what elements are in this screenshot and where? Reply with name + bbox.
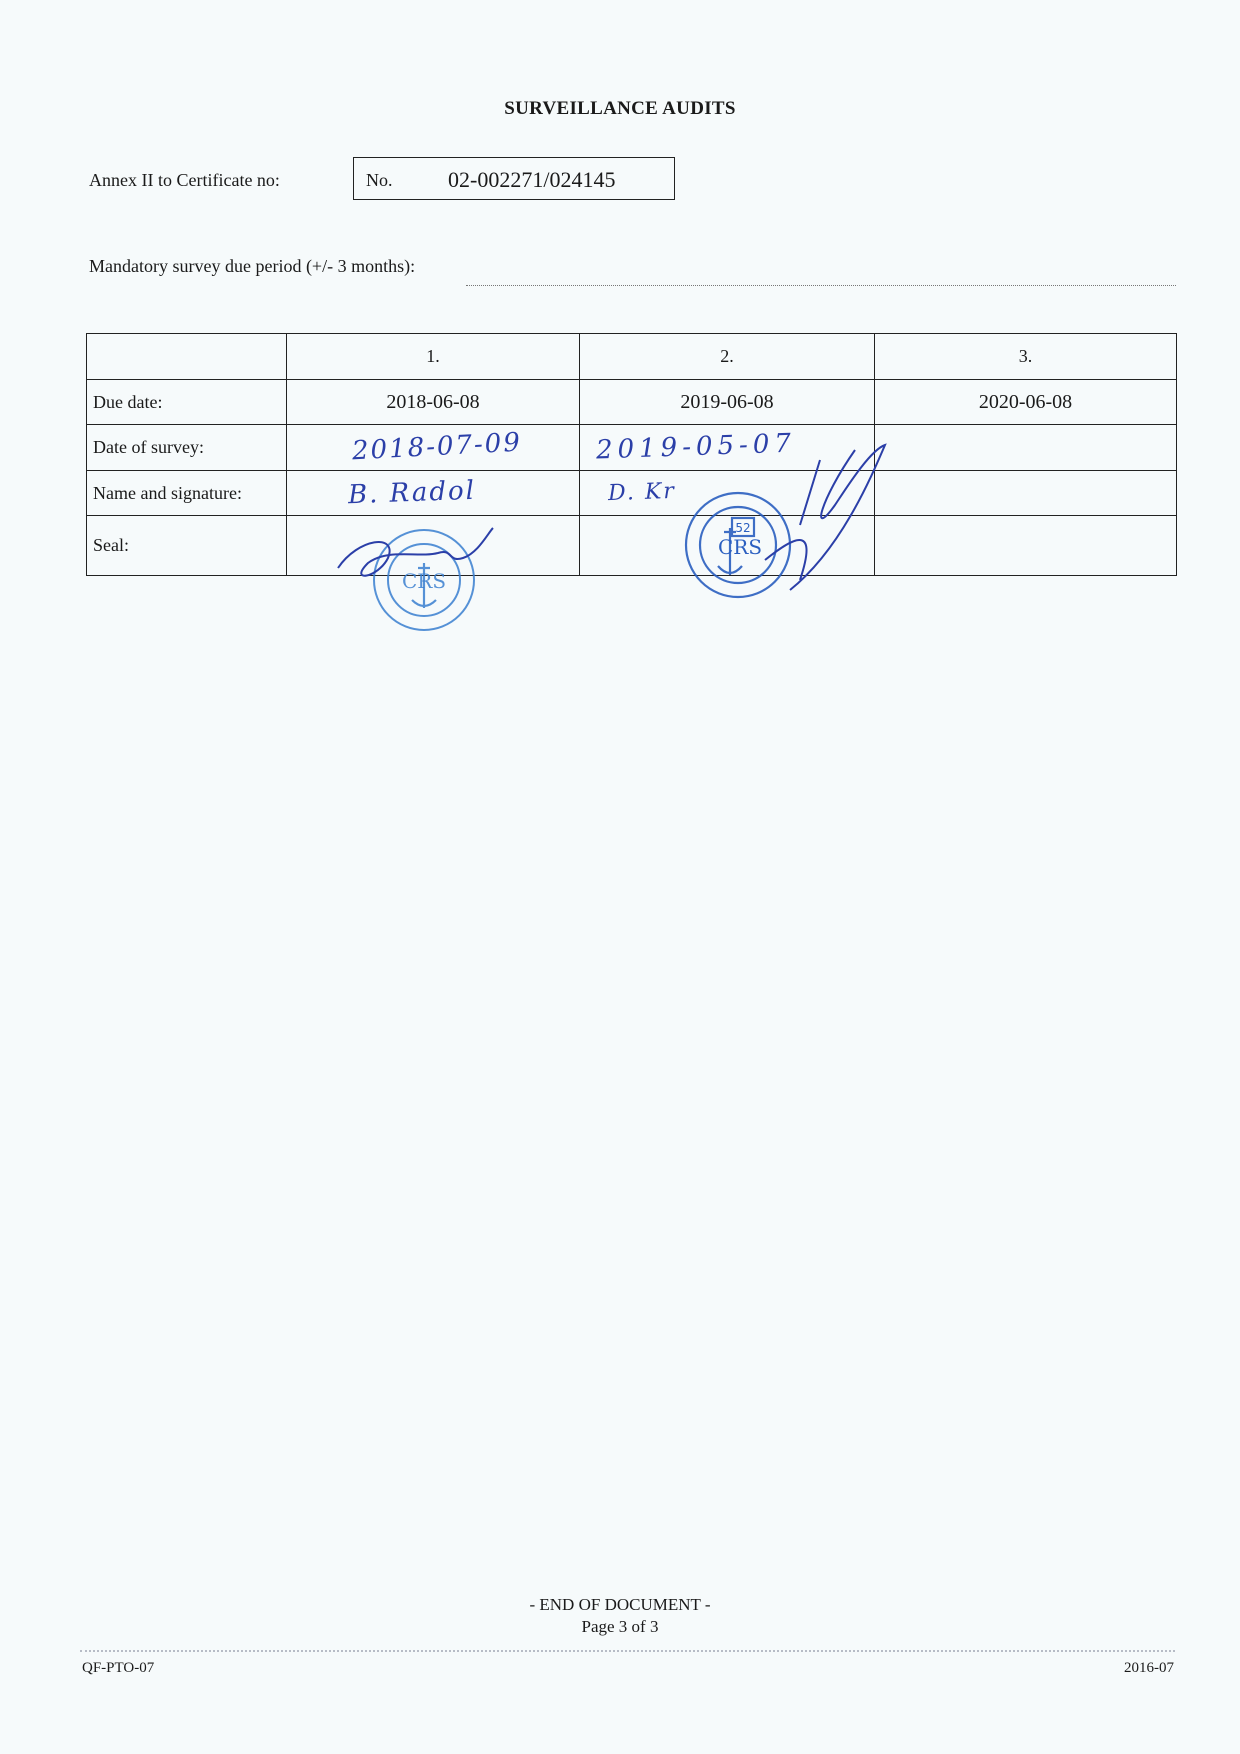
- row-label-seal: Seal:: [87, 516, 287, 576]
- handwritten-survey-date-2: 2019-05-07: [595, 428, 797, 466]
- annex-label: Annex II to Certificate no:: [89, 170, 280, 190]
- due-date-3: 2020-06-08: [875, 380, 1177, 425]
- stamp-2-letters: CRS: [717, 535, 763, 559]
- seal-cell-3: [875, 516, 1177, 576]
- header-cell-3: 3.: [875, 334, 1177, 380]
- due-date-2: 2019-06-08: [580, 380, 875, 425]
- page-number: Page 3 of 3: [581, 1617, 659, 1636]
- table-row-due-date: [87, 380, 1177, 425]
- row-label-due-date: Due date:: [87, 380, 287, 425]
- table-header-row: [87, 334, 1177, 380]
- stamp-1-letters: CRS: [401, 569, 447, 593]
- certificate-number-box: [353, 157, 675, 200]
- certificate-number: 02-002271/024145: [448, 167, 616, 192]
- seal-stamp-1: [328, 508, 508, 648]
- header-cell-empty: [87, 334, 287, 380]
- handwritten-survey-date-1: 2018-07-09: [351, 427, 523, 467]
- row-label-name-signature: Name and signature:: [87, 471, 287, 516]
- header-cell-2: 2.: [580, 334, 875, 380]
- survey-date-cell-3: [875, 425, 1177, 471]
- form-code: QF-PTO-07: [82, 1660, 155, 1676]
- handwritten-name-1: B. Radol: [347, 475, 477, 511]
- due-date-1: 2018-06-08: [287, 380, 580, 425]
- row-label-date-of-survey: Date of survey:: [87, 425, 287, 471]
- table-row-seal: [87, 516, 1177, 576]
- stamp-2-number: 52: [735, 521, 751, 535]
- survey-period-line: [466, 285, 1176, 286]
- footer-divider: [80, 1650, 1175, 1652]
- signature-cell-3: [875, 471, 1177, 516]
- handwritten-name-2: D. Kr: [607, 478, 677, 507]
- header-cell-1: 1.: [287, 334, 580, 380]
- certificate-prefix: No.: [366, 170, 393, 190]
- form-date: 2016-07: [1124, 1660, 1174, 1676]
- document-title: SURVEILLANCE AUDITS: [504, 98, 736, 119]
- survey-period-label: Mandatory survey due period (+/- 3 months):: [89, 256, 416, 276]
- seal-stamp-2: [670, 440, 910, 620]
- end-of-document: - END OF DOCUMENT -: [529, 1595, 711, 1614]
